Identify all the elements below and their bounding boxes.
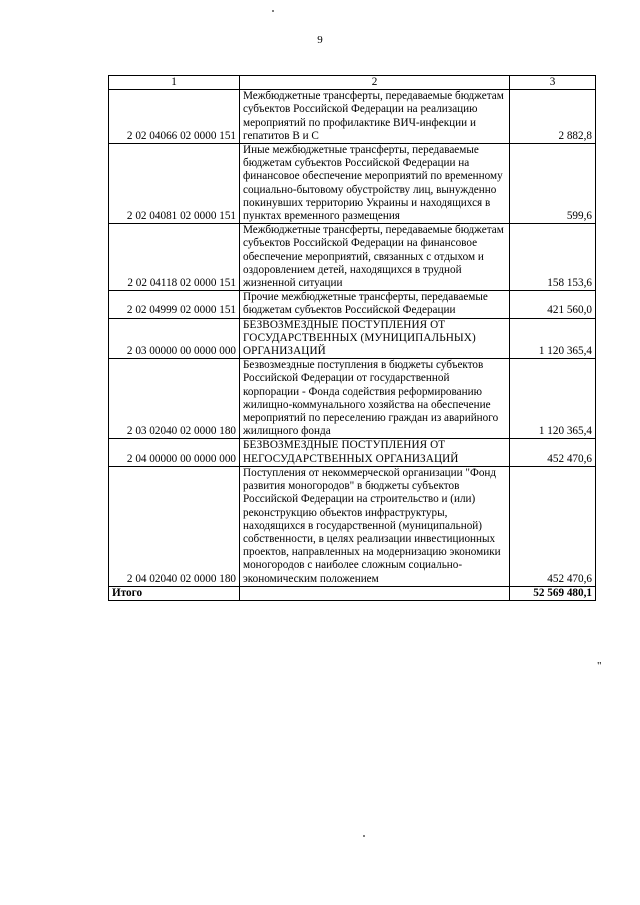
row-amount: 421 560,0 [510,291,596,318]
column-header-description: 2 [240,76,510,90]
row-amount: 599,6 [510,144,596,224]
row-description: БЕЗВОЗМЕЗДНЫЕ ПОСТУПЛЕНИЯ ОТ НЕГОСУДАРСТВЕННЫХ ОРГАНИЗАЦИЙ [240,439,510,466]
row-description: Поступления от некоммерческой организации "Фонд развития моногородов" в бюджеты субъектов Российской Федерации на строительство и (или) реконструкцию объектов инфраструктуры, находящихся в государственной (муниципальной) собственности, в целях реализации инвестиционных проектов, направленных на модернизацию экономики моногородов с наиболее сложным социально-экономическим положением [240,466,510,586]
scan-speck [272,10,274,12]
column-header-amount: 3 [510,76,596,90]
table-row [109,466,596,586]
row-code: 2 02 04066 02 0000 151 [109,90,240,144]
row-code: 2 03 00000 00 0000 000 [109,318,240,359]
row-description: Межбюджетные трансферты, передаваемые бюджетам субъектов Российской Федерации на финансовое обеспечение мероприятий, связанных с отдыхом и оздоровлением детей, находящихся в трудной жизненной ситуации [240,224,510,291]
row-description: Прочие межбюджетные трансферты, передаваемые бюджетам субъектов Российской Федерации [240,291,510,318]
row-code: 2 03 02040 02 0000 180 [109,359,240,439]
page-number: 9 [317,34,323,46]
table-row [109,359,596,439]
total-row [109,586,596,600]
table-row [109,318,596,359]
row-code: 2 02 04999 02 0000 151 [109,291,240,318]
row-amount: 2 882,8 [510,90,596,144]
closing-quote-mark: " [597,660,602,672]
table-row [109,90,596,144]
table-row [109,439,596,466]
table-row [109,224,596,291]
table-row [109,291,596,318]
total-description-empty [240,586,510,600]
row-description: Иные межбюджетные трансферты, передаваемые бюджетам субъектов Российской Федерации на финансовое обеспечение мероприятий по временному социально-бытовому обустройству лиц, вынужденно покинувших территорию Украины и находящихся в пунктах временного размещения [240,144,510,224]
column-header-code: 1 [109,76,240,90]
row-amount: 1 120 365,4 [510,359,596,439]
total-label: Итого [109,586,240,600]
row-code: 2 02 04118 02 0000 151 [109,224,240,291]
table-row [109,144,596,224]
row-amount: 158 153,6 [510,224,596,291]
row-code: 2 02 04081 02 0000 151 [109,144,240,224]
row-code: 2 04 02040 02 0000 180 [109,466,240,586]
budget-table [108,75,596,601]
row-code: 2 04 00000 00 0000 000 [109,439,240,466]
table-header-row [109,76,596,90]
row-description: Безвозмездные поступления в бюджеты субъектов Российской Федерации от государственной корпорации - Фонда содействия реформированию жилищно-коммунального хозяйства на обеспечение мероприятий по переселению граждан из аварийного жилищного фонда [240,359,510,439]
row-description: Межбюджетные трансферты, передаваемые бюджетам субъектов Российской Федерации на реализацию мероприятий по профилактике ВИЧ-инфекции и гепатитов В и С [240,90,510,144]
row-amount: 452 470,6 [510,466,596,586]
row-amount: 452 470,6 [510,439,596,466]
total-amount: 52 569 480,1 [510,586,596,600]
row-amount: 1 120 365,4 [510,318,596,359]
row-description: БЕЗВОЗМЕЗДНЫЕ ПОСТУПЛЕНИЯ ОТ ГОСУДАРСТВЕННЫХ (МУНИЦИПАЛЬНЫХ) ОРГАНИЗАЦИЙ [240,318,510,359]
scan-speck [363,835,365,837]
